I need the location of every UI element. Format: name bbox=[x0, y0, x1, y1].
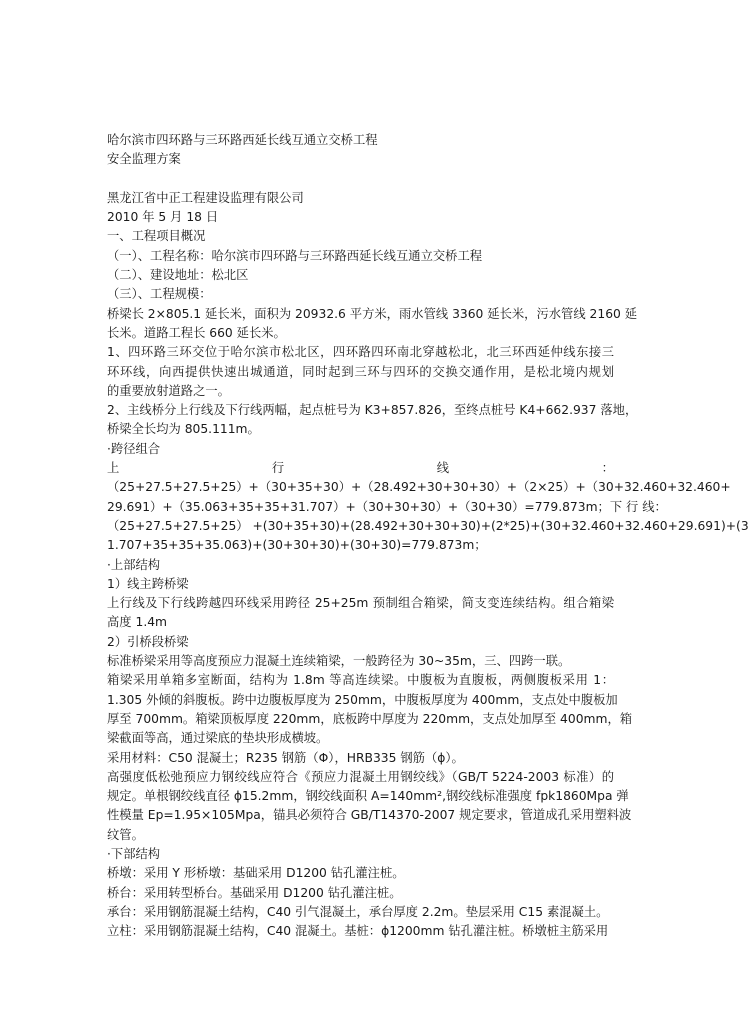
company-name: 黑龙江省中正工程建设监理有限公司 bbox=[107, 190, 304, 205]
subsection-title: 2）引桥段桥梁 bbox=[107, 634, 189, 649]
pier-line: 桥墩：采用 Y 形桥墩：基础采用 D1200 钻孔灌注桩。 bbox=[107, 866, 405, 881]
span-formula-line: 29.691）+（35.063+35+35+31.707）+（30+30+30）+（30+30）=779.873m；下 行 线： bbox=[107, 499, 667, 514]
paragraph-line: 高强度低松弛预应力钢绞线应符合《预应力混凝土用钢绞线》（GB/T 5224-2003 标准）的 bbox=[107, 769, 614, 784]
paragraph-line: 桥梁全长均为 805.111m。 bbox=[107, 422, 260, 437]
span-heading: ·跨径组合 bbox=[107, 441, 161, 456]
paragraph-line: 长米。道路工程长 660 延长米。 bbox=[107, 325, 286, 340]
paragraph-line: 标准桥梁采用等高度预应力混凝土连续箱梁，一般跨径为 30~35m，三、四跨一联。 bbox=[107, 654, 571, 669]
address-item: （二）、建设地址：松北区 bbox=[107, 268, 249, 283]
paragraph-line: 性模量 Ep=1.95×105Mpa，锚具必须符合 GB/T14370-2007 规定要求，管道成孔采用塑料波 bbox=[107, 808, 632, 823]
paragraph-line: 环环线，向西提供快速出城通道，同时起到三环与四环的交换交通作用，是松北境内规划 bbox=[107, 364, 614, 379]
column-line: 立柱：采用钢筋混凝土结构，C40 混凝土。基桩：ϕ1200mm 钻孔灌注桩。桥墩桩主筋采用 bbox=[107, 924, 609, 939]
document-title: 安全监理方案 bbox=[107, 152, 181, 167]
paragraph-line: 桥梁长 2×805.1 延长米，面积为 20932.6 平方米，雨水管线 3360 延长米，污水管线 2160 延 bbox=[107, 306, 638, 321]
upline-char: 行 bbox=[271, 461, 285, 476]
upline-char: 线 bbox=[436, 461, 450, 476]
span-formula-line: （25+27.5+27.5+25） +(30+35+30)+(28.492+30+30+30)+(2*25)+(30+32.460+32.460+29.691)+(3 bbox=[107, 518, 749, 533]
section-heading: 一、工程项目概况 bbox=[107, 229, 206, 244]
superstructure-heading: ·上部结构 bbox=[107, 557, 161, 572]
paragraph-line: 的重要放射道路之一。 bbox=[107, 383, 230, 398]
paragraph-line: 上行线及下行线跨越四环线采用跨径 25+25m 预制组合箱梁，简支变连续结构。组合箱梁 bbox=[107, 596, 614, 611]
paragraph-line: 纹管。 bbox=[107, 827, 144, 842]
scale-item: （三）、工程规模： bbox=[107, 287, 212, 302]
substructure-heading: ·下部结构 bbox=[107, 846, 161, 861]
subsection-title: 1）线主跨桥梁 bbox=[107, 576, 189, 591]
upline-char: ： bbox=[601, 461, 614, 476]
document-date: 2010 年 5 月 18 日 bbox=[107, 210, 219, 225]
blank-line bbox=[107, 170, 614, 189]
upline-label bbox=[107, 459, 614, 478]
project-name-item: （一）、工程名称：哈尔滨市四环路与三环路西延长线互通立交桥工程 bbox=[107, 248, 483, 263]
materials-line: 采用材料：C50 混凝土；R235 钢筋（Φ），HRB335 钢筋（ϕ）。 bbox=[107, 750, 464, 765]
upline-char: 上 bbox=[107, 461, 120, 476]
paragraph-line: 1、四环路三环交位于哈尔滨市松北区，四环路四环南北穿越松北，北三环西延仲线东接三 bbox=[107, 345, 614, 360]
paragraph-line: 1.305 外倾的斜腹板。跨中边腹板厚度为 250mm，中腹板厚度为 400mm，支点处中腹板加 bbox=[107, 692, 618, 707]
paragraph-line: 规定。单根钢绞线直径 ϕ15.2mm，钢绞线面积 A=140mm²,钢绞线标准强度 fpk1860Mpa 弹 bbox=[107, 789, 629, 804]
paragraph-line: 梁截面等高，通过梁底的垫块形成横坡。 bbox=[107, 731, 329, 746]
project-title: 哈尔滨市四环路与三环路西延长线互通立交桥工程 bbox=[107, 133, 378, 147]
abutment-line: 桥台：采用转型桥台。基础采用 D1200 钻孔灌注桩。 bbox=[107, 885, 402, 900]
paragraph-line: 厚至 700mm。箱梁顶板厚度 220mm，底板跨中厚度为 220mm，支点处加厚至 400mm，箱 bbox=[107, 711, 633, 726]
paragraph-line: 高度 1.4m bbox=[107, 615, 168, 630]
pile-cap-line: 承台：采用钢筋混凝土结构，C40 引气混凝土，承台厚度 2.2m。垫层采用 C15 素混凝土。 bbox=[107, 904, 609, 919]
span-formula-line: 1.707+35+35+35.063)+(30+30+30)+(30+30)=779.873m； bbox=[107, 538, 487, 553]
paragraph-line: 2、主线桥分上行线及下行线两幅，起点桩号为 K3+857.826，至终点桩号 K4+662.937 落地， bbox=[107, 403, 638, 418]
paragraph-line: 箱梁采用单箱多室断面，结构为 1.8m 等高连续梁。中腹板为直腹板，两侧腹板采用 1： bbox=[107, 673, 614, 688]
span-formula-line: （25+27.5+27.5+25）+（30+35+30）+（28.492+30+30+30）+（2×25）+（30+32.460+32.460+ bbox=[107, 480, 731, 495]
